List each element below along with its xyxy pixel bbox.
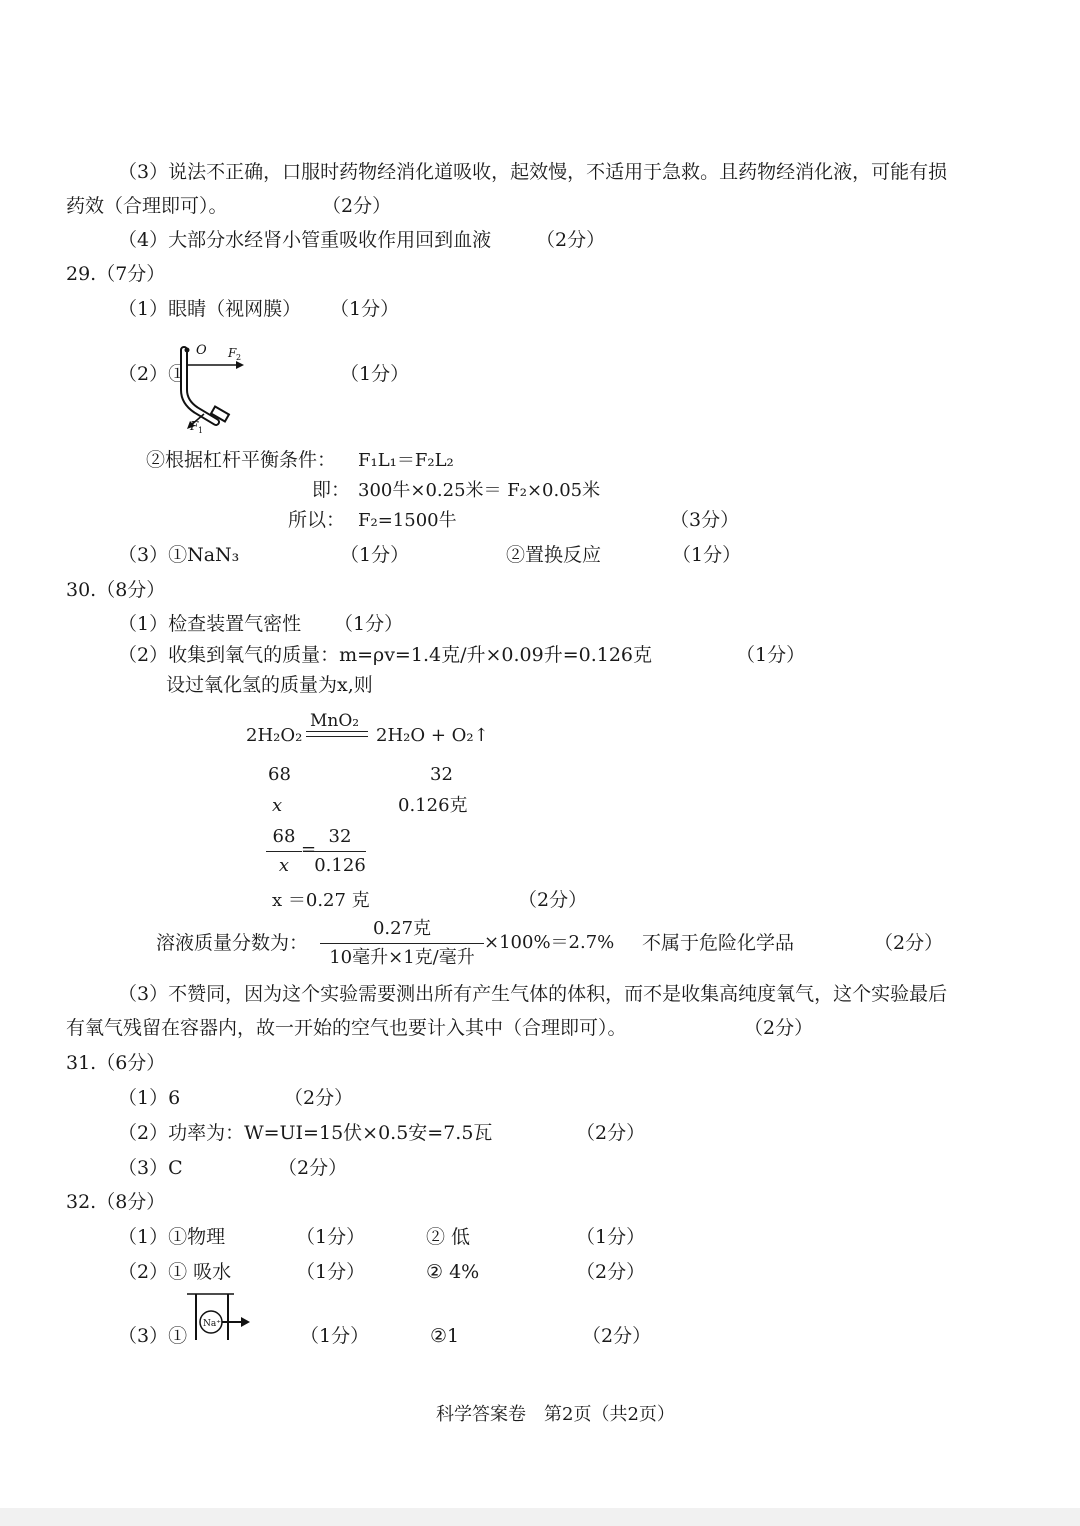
q31-part1-text: （1）6 [118, 1087, 181, 1109]
force-label-f1-sub: 1 [198, 426, 204, 435]
q30-heading: 30.（8分） [66, 579, 166, 601]
concentration-score: （2分） [874, 932, 944, 954]
q31-heading: 31.（6分） [66, 1052, 166, 1074]
force-label-f1: F [190, 419, 199, 433]
q29-part2b-score: （3分） [670, 509, 740, 531]
q30-part1-text: （1）检查装置气密性 [118, 613, 302, 635]
sodium-ion-electrolysis-diagram [184, 1286, 254, 1346]
proportion-equals: = [301, 839, 317, 860]
lever-pedal-diagram [178, 340, 258, 436]
q32-part3-score2: （2分） [582, 1325, 652, 1347]
sodium-ion-label: Na⁺ [203, 1319, 221, 1329]
q31-part3-text: （3）C [118, 1157, 183, 1179]
q29-part3-text: （3）①NaN₃ [118, 544, 240, 566]
q28-part4-text: （4）大部分水经肾小管重吸收作用回到血液 [118, 229, 492, 251]
q32-part1-score2: （1分） [576, 1226, 646, 1248]
q32-part2-score1: （1分） [296, 1261, 366, 1283]
q30-assume-line: 设过氧化氢的质量为x,则 [166, 674, 373, 696]
q29-ji-label: 即： [312, 479, 351, 501]
concentration-label: 溶液质量分数为： [156, 932, 309, 954]
q29-lever-condition-prefix: ②根据杠杆平衡条件： [146, 449, 337, 471]
proportion-right-fraction [314, 826, 366, 877]
q31-part2-score: （2分） [576, 1122, 646, 1144]
scan-bottom-edge [0, 1508, 1080, 1526]
q29-part2-label: （2）① [118, 363, 188, 385]
q30-part1-score: （1分） [334, 613, 404, 635]
unknown-x: x [272, 795, 283, 816]
q29-part2-score: （1分） [340, 363, 410, 385]
q29-part1-score: （1分） [330, 298, 400, 320]
concentration-denominator: 10毫升×1克/毫升 [329, 947, 475, 968]
equation-reactant: 2H₂O₂ [246, 725, 303, 746]
q32-part2-score2: （2分） [576, 1261, 646, 1283]
q29-heading: 29.（7分） [66, 263, 166, 285]
q32-part2-text: （2）① 吸水 [118, 1261, 232, 1283]
q32-part1-score1: （1分） [296, 1226, 366, 1248]
relative-mass-68: 68 [268, 764, 291, 785]
equation-catalyst: MnO₂ [310, 711, 360, 731]
proportion-denominator-x: x [278, 855, 290, 876]
equation-products: 2H₂O + O₂↑ [376, 725, 489, 746]
proportion-numerator-32: 32 [328, 826, 352, 847]
q28-part3-line2: 药效（合理即可）。 [66, 195, 228, 217]
q29-lever-calc: 300牛×0.25米＝ F₂×0.05米 [358, 480, 601, 501]
q30-part2-text: （2）收集到氧气的质量：m=ρv=1.4克/升×0.09升=0.126克 [118, 644, 653, 666]
proportion-left-fraction [266, 826, 302, 877]
q32-part2-answer2: ② 4% [426, 1261, 480, 1283]
q28-part4-score: （2分） [536, 229, 606, 251]
q31-part2-text: （2）功率为：W=UI=15伏×0.5安=7.5瓦 [118, 1122, 493, 1144]
q29-lever-result: F₂=1500牛 [358, 510, 457, 531]
pivot-label-o: O [196, 343, 207, 358]
proportion-denominator-0126: 0.126 [314, 855, 366, 876]
x-result: x ＝0.27 克 [272, 890, 370, 911]
q32-part1-text: （1）①物理 [118, 1226, 226, 1248]
q32-part3-score1: （1分） [300, 1325, 370, 1347]
concentration-numerator: 0.27克 [372, 918, 432, 939]
q32-part3-label: （3）① [118, 1325, 188, 1347]
q29-part3-score1: （1分） [340, 544, 410, 566]
concentration-result: ×100%＝2.7% [484, 932, 615, 953]
q30-part2-score: （1分） [736, 644, 806, 666]
proportion-numerator-68: 68 [272, 826, 296, 847]
force-label-f2: F [228, 346, 237, 360]
q32-heading: 32.（8分） [66, 1191, 166, 1213]
q31-part1-score: （2分） [284, 1087, 354, 1109]
q29-part3-answer2: ②置换反应 [506, 544, 602, 566]
page-footer: 科学答案卷 第2页（共2页） [436, 1404, 675, 1425]
concentration-fraction [320, 918, 484, 969]
q29-lever-formula: F₁L₁＝F₂L₂ [358, 450, 454, 471]
relative-mass-32: 32 [430, 764, 453, 785]
q28-part3-score: （2分） [322, 195, 392, 217]
x-result-score: （2分） [518, 889, 588, 911]
q28-part3-line1: （3）说法不正确，口服时药物经消化道吸收，起效慢，不适用于急救。且药物经消化液，可能有损 [118, 161, 948, 183]
q31-part3-score: （2分） [278, 1157, 348, 1179]
equation-equals-sign [306, 731, 368, 737]
q32-part1-answer2: ② 低 [426, 1226, 471, 1248]
oxygen-mass-0126: 0.126克 [398, 795, 468, 816]
q30-part3-line1: （3）不赞同，因为这个实验需要测出所有产生气体的体积，而不是收集高纯度氧气，这个实验最后 [118, 983, 948, 1005]
q30-part3-line2: 有氧气残留在容器内，故一开始的空气也要计入其中（合理即可）。 [66, 1017, 627, 1039]
q29-suoyi-label: 所以： [288, 509, 346, 531]
q30-part3-score: （2分） [744, 1017, 814, 1039]
q32-part3-answer2: ②1 [430, 1325, 460, 1347]
force-label-f2-sub: 2 [236, 353, 242, 362]
concentration-conclusion: 不属于危险化学品 [642, 932, 795, 954]
q29-part1-text: （1）眼睛（视网膜） [118, 298, 302, 320]
q29-part3-score2: （1分） [672, 544, 742, 566]
